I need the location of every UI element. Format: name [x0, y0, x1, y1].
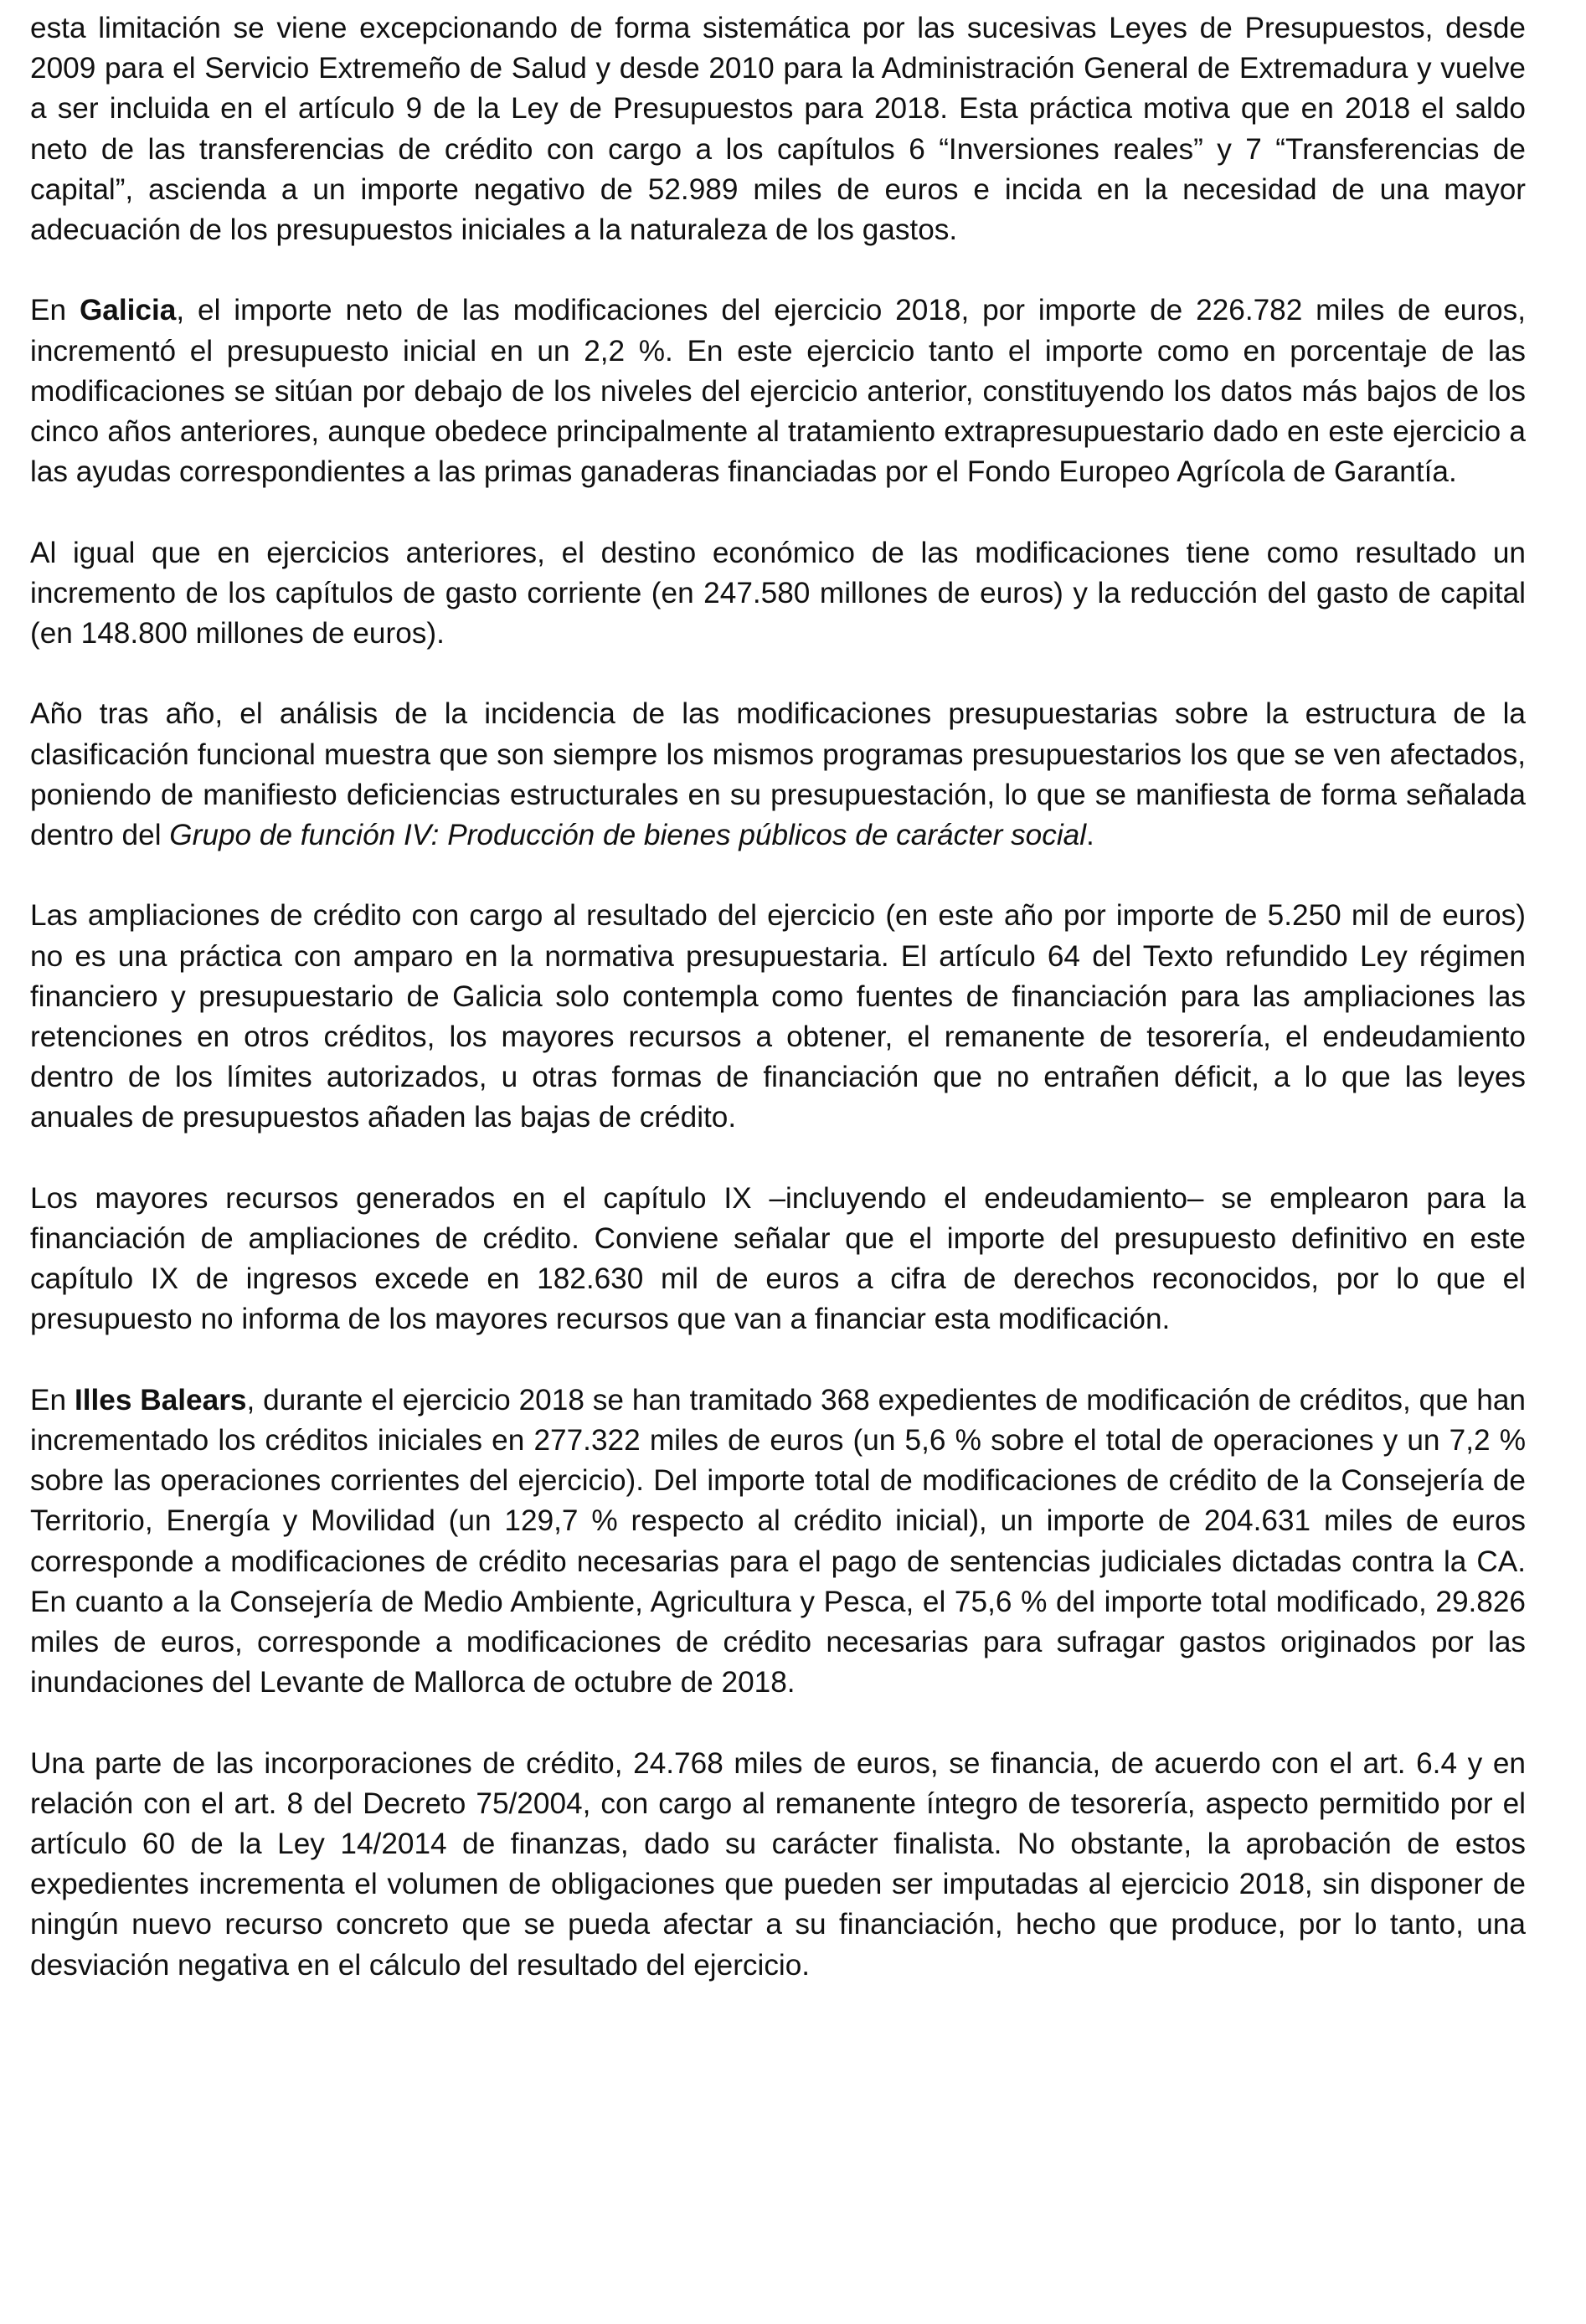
paragraph-extremadura-limitation [30, 8, 1526, 250]
paragraph-text: esta limitación se viene excepcionando de forma sistemática por las sucesivas Leyes de Presupuestos, desde 2009 para el Servicio Extremeño de Salud y desde 2010 para la Administración General de Extremadura y vuelve a ser incluida en el artículo 9 de la Ley de Presupuestos para 2018. Esta práctica motiva que en 2018 el saldo neto de las transferencias de crédito con cargo a los capítulos 6 “Inversiones reales” y 7 “Transferencias de capital”, ascienda a un importe negativo de 52.989 miles de euros e incida en la necesidad de una mayor adecuación de los presupuestos iniciales a la naturaleza de los gastos. [30, 12, 1526, 247]
paragraph-text: Los mayores recursos generados en el capítulo IX –incluyendo el endeudamiento– se emplearon para la financiación de ampliaciones de crédito. Conviene señalar que el importe del presupuesto definitivo en este capítulo IX de ingresos excede en 182.630 mil de euros a cifra de derechos reconocidos, por lo que el presupuesto no informa de los mayores recursos que van a financiar esta modificación. [30, 1181, 1526, 1336]
paragraph-text: Las ampliaciones de crédito con cargo al resultado del ejercicio (en este año por importe de 5.250 mil de euros) no es una práctica con amparo en la normativa presupuestaria. El artículo 64 del Texto refundido Ley régimen financiero y presupuestario de Galicia solo contempla como fuentes de financiación para las ampliaciones las retenciones en otros créditos, los mayores recursos a obtener, el remanente de tesorería, el endeudamiento dentro de los límites autorizados, u otras formas de financiación que no entrañen déficit, a lo que las leyes anuales de presupuestos añaden las bajas de crédito. [30, 899, 1526, 1134]
paragraph-text: , el importe neto de las modificaciones del ejercicio 2018, por importe de 226.782 miles de euros, incrementó el presupuesto inicial en un 2,2 %. En este ejercicio tanto el importe como en porcentaje de las modificaciones se sitúan por debajo de los niveles del ejercicio anterior, constituyendo los datos más bajos de los cinco años anteriores, aunque obedece principalmente al tratamiento extrapresupuestario dado en este ejercicio a las ayudas correspondientes a las primas ganaderas financiadas por el Fondo Europeo Agrícola de Garantía. [30, 294, 1526, 489]
paragraph-chapter-ix-resources [30, 1179, 1526, 1340]
paragraph-text: En [30, 294, 80, 327]
paragraph-economic-destination [30, 533, 1526, 655]
paragraph-functional-classification [30, 694, 1526, 856]
paragraph-text: Al igual que en ejercicios anteriores, el destino económico de las modificaciones tiene como resultado un incremento de los capítulos de gasto corriente (en 247.580 millones de euros) y la reducción del gasto de capital (en 148.800 millones de euros). [30, 536, 1526, 650]
paragraph-text: Año tras año, el análisis de la incidencia de las modificaciones presupuestarias sobre la estructura de la clasificación funcional muestra que son siempre los mismos programas presupuestarios los que se ven afectados, poniendo de manifiesto deficiencias estructurales en su presupuestación, lo que se manifiesta de forma señalada dentro del [30, 697, 1526, 852]
paragraph-illes-balears-modifications [30, 1381, 1526, 1704]
paragraph-galicia-modifications [30, 290, 1526, 492]
paragraph-text: . [1086, 819, 1094, 852]
region-name-illes-balears: Illes Balears [74, 1383, 247, 1417]
function-group-name: Grupo de función IV: Producción de bienes públicos de carácter social [169, 819, 1087, 852]
document-page [30, 8, 1526, 2302]
paragraph-text: , durante el ejercicio 2018 se han tramitado 368 expedientes de modificación de créditos, que han incrementado los créditos iniciales en 277.322 miles de euros (un 5,6 % sobre el total de operaciones y un 7,2 % sobre las operaciones corrientes del ejercicio). Del importe total de modificaciones de crédito de la Consejería de Territorio, Energía y Movilidad (un 129,7 % respecto al crédito inicial), un importe de 204.631 miles de euros corresponde a modificaciones de crédito necesarias para el pago de sentencias judiciales dictadas contra la CA. En cuanto a la Consejería de Medio Ambiente, Agricultura y Pesca, el 75,6 % del importe total modificado, 29.826 miles de euros, corresponde a modificaciones de crédito necesarias para sufragar gastos originados por las inundaciones del Levante de Mallorca de octubre de 2018. [30, 1383, 1526, 1699]
region-name-galicia: Galicia [79, 294, 177, 327]
paragraph-text: En [30, 1383, 75, 1417]
paragraph-credit-incorporations [30, 1744, 1526, 1986]
paragraph-text: Una parte de las incorporaciones de crédito, 24.768 miles de euros, se financia, de acuerdo con el art. 6.4 y en relación con el art. 8 del Decreto 75/2004, con cargo al remanente íntegro de tesorería, aspecto permitido por el artículo 60 de la Ley 14/2014 de finanzas, dado su carácter finalista. No obstante, la aprobación de estos expedientes incrementa el volumen de obligaciones que pueden ser imputadas al ejercicio 2018, sin disponer de ningún nuevo recurso concreto que se pueda afectar a su financiación, hecho que produce, por lo tanto, una desviación negativa en el cálculo del resultado del ejercicio. [30, 1746, 1526, 1982]
paragraph-credit-extensions [30, 896, 1526, 1138]
